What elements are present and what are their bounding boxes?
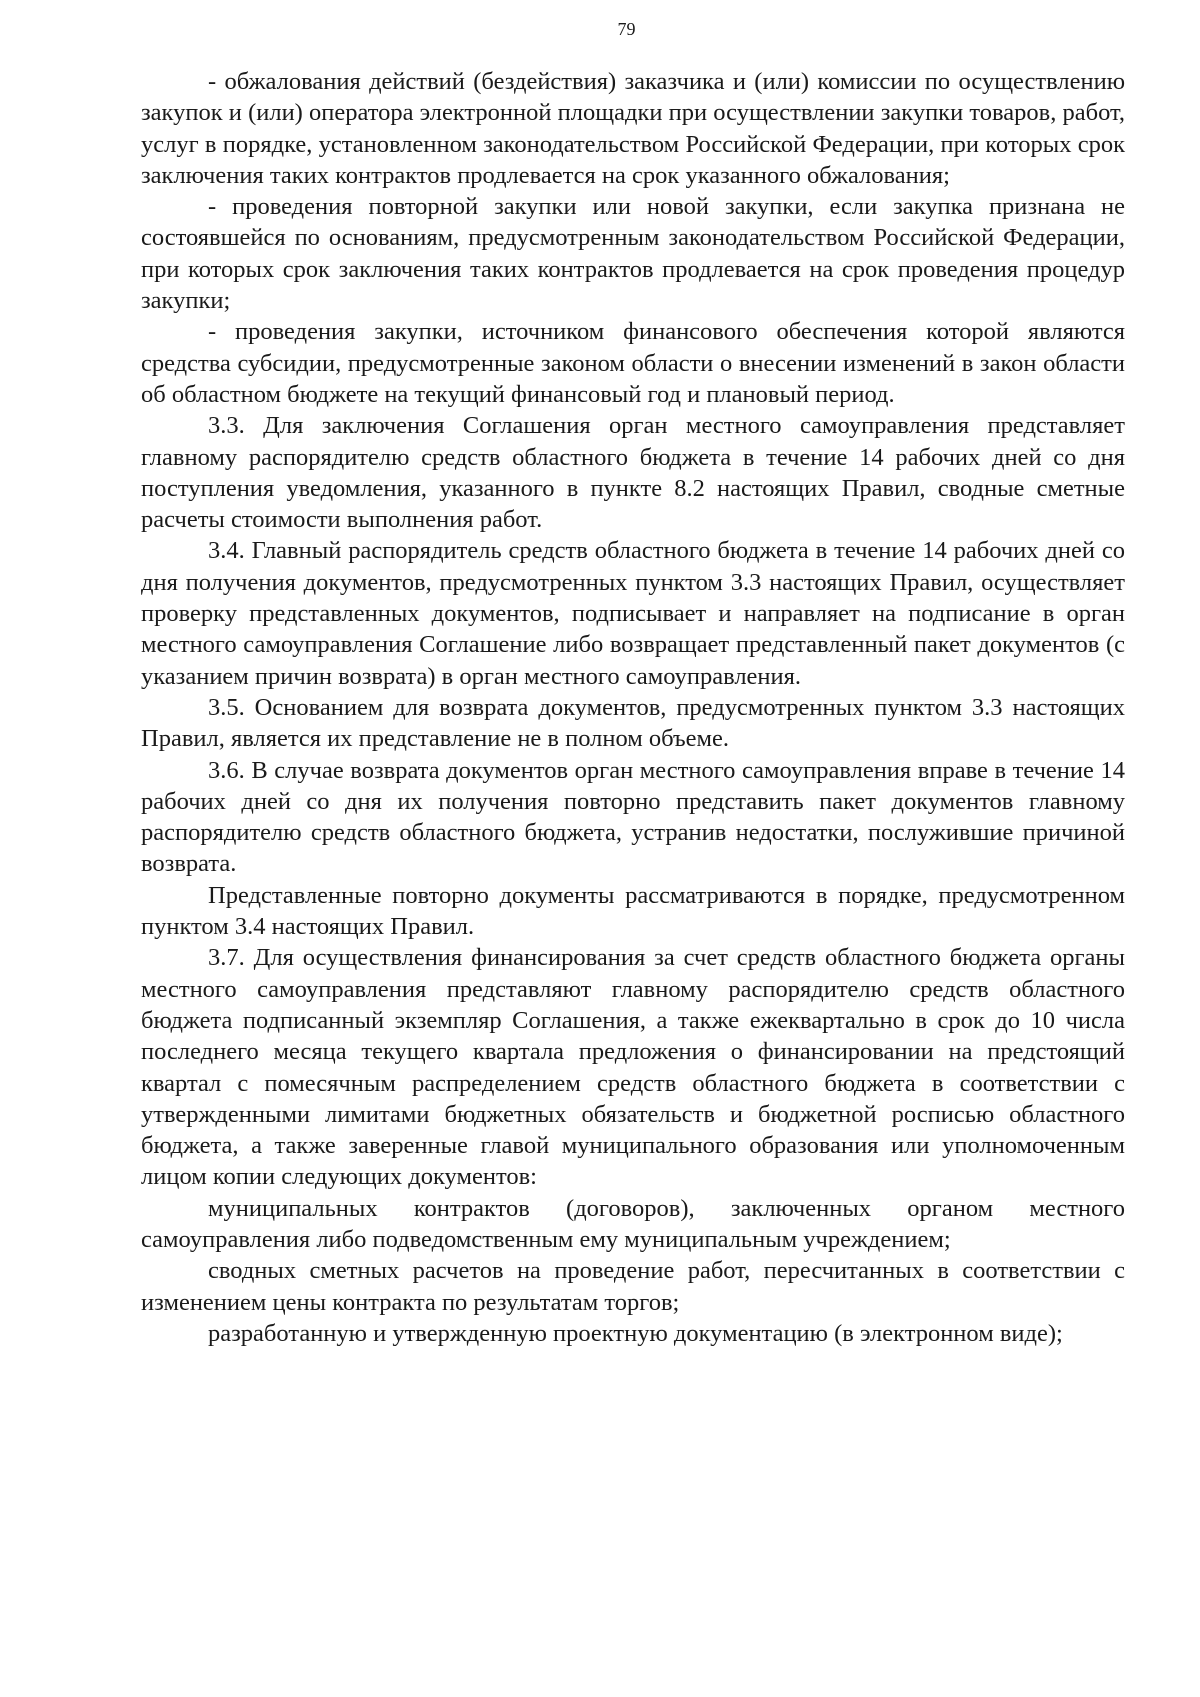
paragraph: 3.6. В случае возврата документов орган местного самоуправления вправе в течение 14 рабочих дней со дня их получения повторно представить пакет документов главному распорядителю средств областного бюджета, устранив недостатки, послужившие причиной возврата. <box>141 756 1125 878</box>
paragraph: 3.7. Для осуществления финансирования за счет средств областного бюджета органы местного самоуправления представляют главному распорядителю средств областного бюджета подписанный экземпляр Соглашения, а также ежеквартально в срок до 10 числа последнего месяца текущего квартала предложения о финансировании на предстоящий квартал с помесячным распределением средств областного бюджета в соответствии с утвержденными лимитами бюджетных обязательств и бюджетной росписью областного бюджета, а также заверенные главой муниципального образования или уполномоченным лицом копии следующих документов: <box>141 944 1125 1191</box>
paragraph: разработанную и утвержденную проектную документацию (в электронном виде); <box>208 1319 1063 1347</box>
paragraph: - проведения повторной закупки или новой закупки, если закупка признана не состоявшейся по основаниям, предусмотренным законодательством Российской Федерации, при которых срок заключения таких контрактов продлевается на срок проведения процедур закупки; <box>141 193 1125 315</box>
paragraph: Представленные повторно документы рассматриваются в порядке, предусмотренном пунктом 3.4 настоящих Правил. <box>141 881 1125 941</box>
paragraph: - проведения закупки, источником финансового обеспечения которой являются средства субсидии, предусмотренные законом области о внесении изменений в закон области об областном бюджете на текущий финансовый год и плановый период. <box>141 318 1125 408</box>
body-text <box>141 66 1125 1349</box>
paragraph: сводных сметных расчетов на проведение работ, пересчитанных в соответствии с изменением цены контракта по результатам торгов; <box>141 1257 1125 1316</box>
paragraph: - обжалования действий (бездействия) заказчика и (или) комиссии по осуществлению закупок и (или) оператора электронной площадки при осуществлении закупки товаров, работ, услуг в порядке, установленном законодательством Российской Федерации, при которых срок заключения таких контрактов продлевается на срок указанного обжалования; <box>141 68 1125 189</box>
paragraph: 3.5. Основанием для возврата документов, предусмотренных пунктом 3.3 настоящих Правил, является их представление не в полном объеме. <box>141 693 1125 753</box>
paragraph: 3.3. Для заключения Соглашения орган местного самоуправления представляет главному распорядителю средств областного бюджета в течение 14 рабочих дней со дня поступления уведомления, указанного в пункте 8.2 настоящих Правил, сводные сметные расчеты стоимости выполнения работ. <box>141 412 1125 534</box>
page-number: 79 <box>617 19 636 39</box>
paragraph: 3.4. Главный распорядитель средств областного бюджета в течение 14 рабочих дней со дня получения документов, предусмотренных пунктом 3.3 настоящих Правил, осуществляет проверку представленных документов, подписывает и направляет на подписание в орган местного самоуправления Соглашение либо возвращает представленный пакет документов (с указанием причин возврата) в орган местного самоуправления. <box>141 537 1125 690</box>
paragraph: муниципальных контрактов (договоров), заключенных органом местного самоуправления либо подведомственным ему муниципальным учреждением; <box>141 1194 1125 1253</box>
